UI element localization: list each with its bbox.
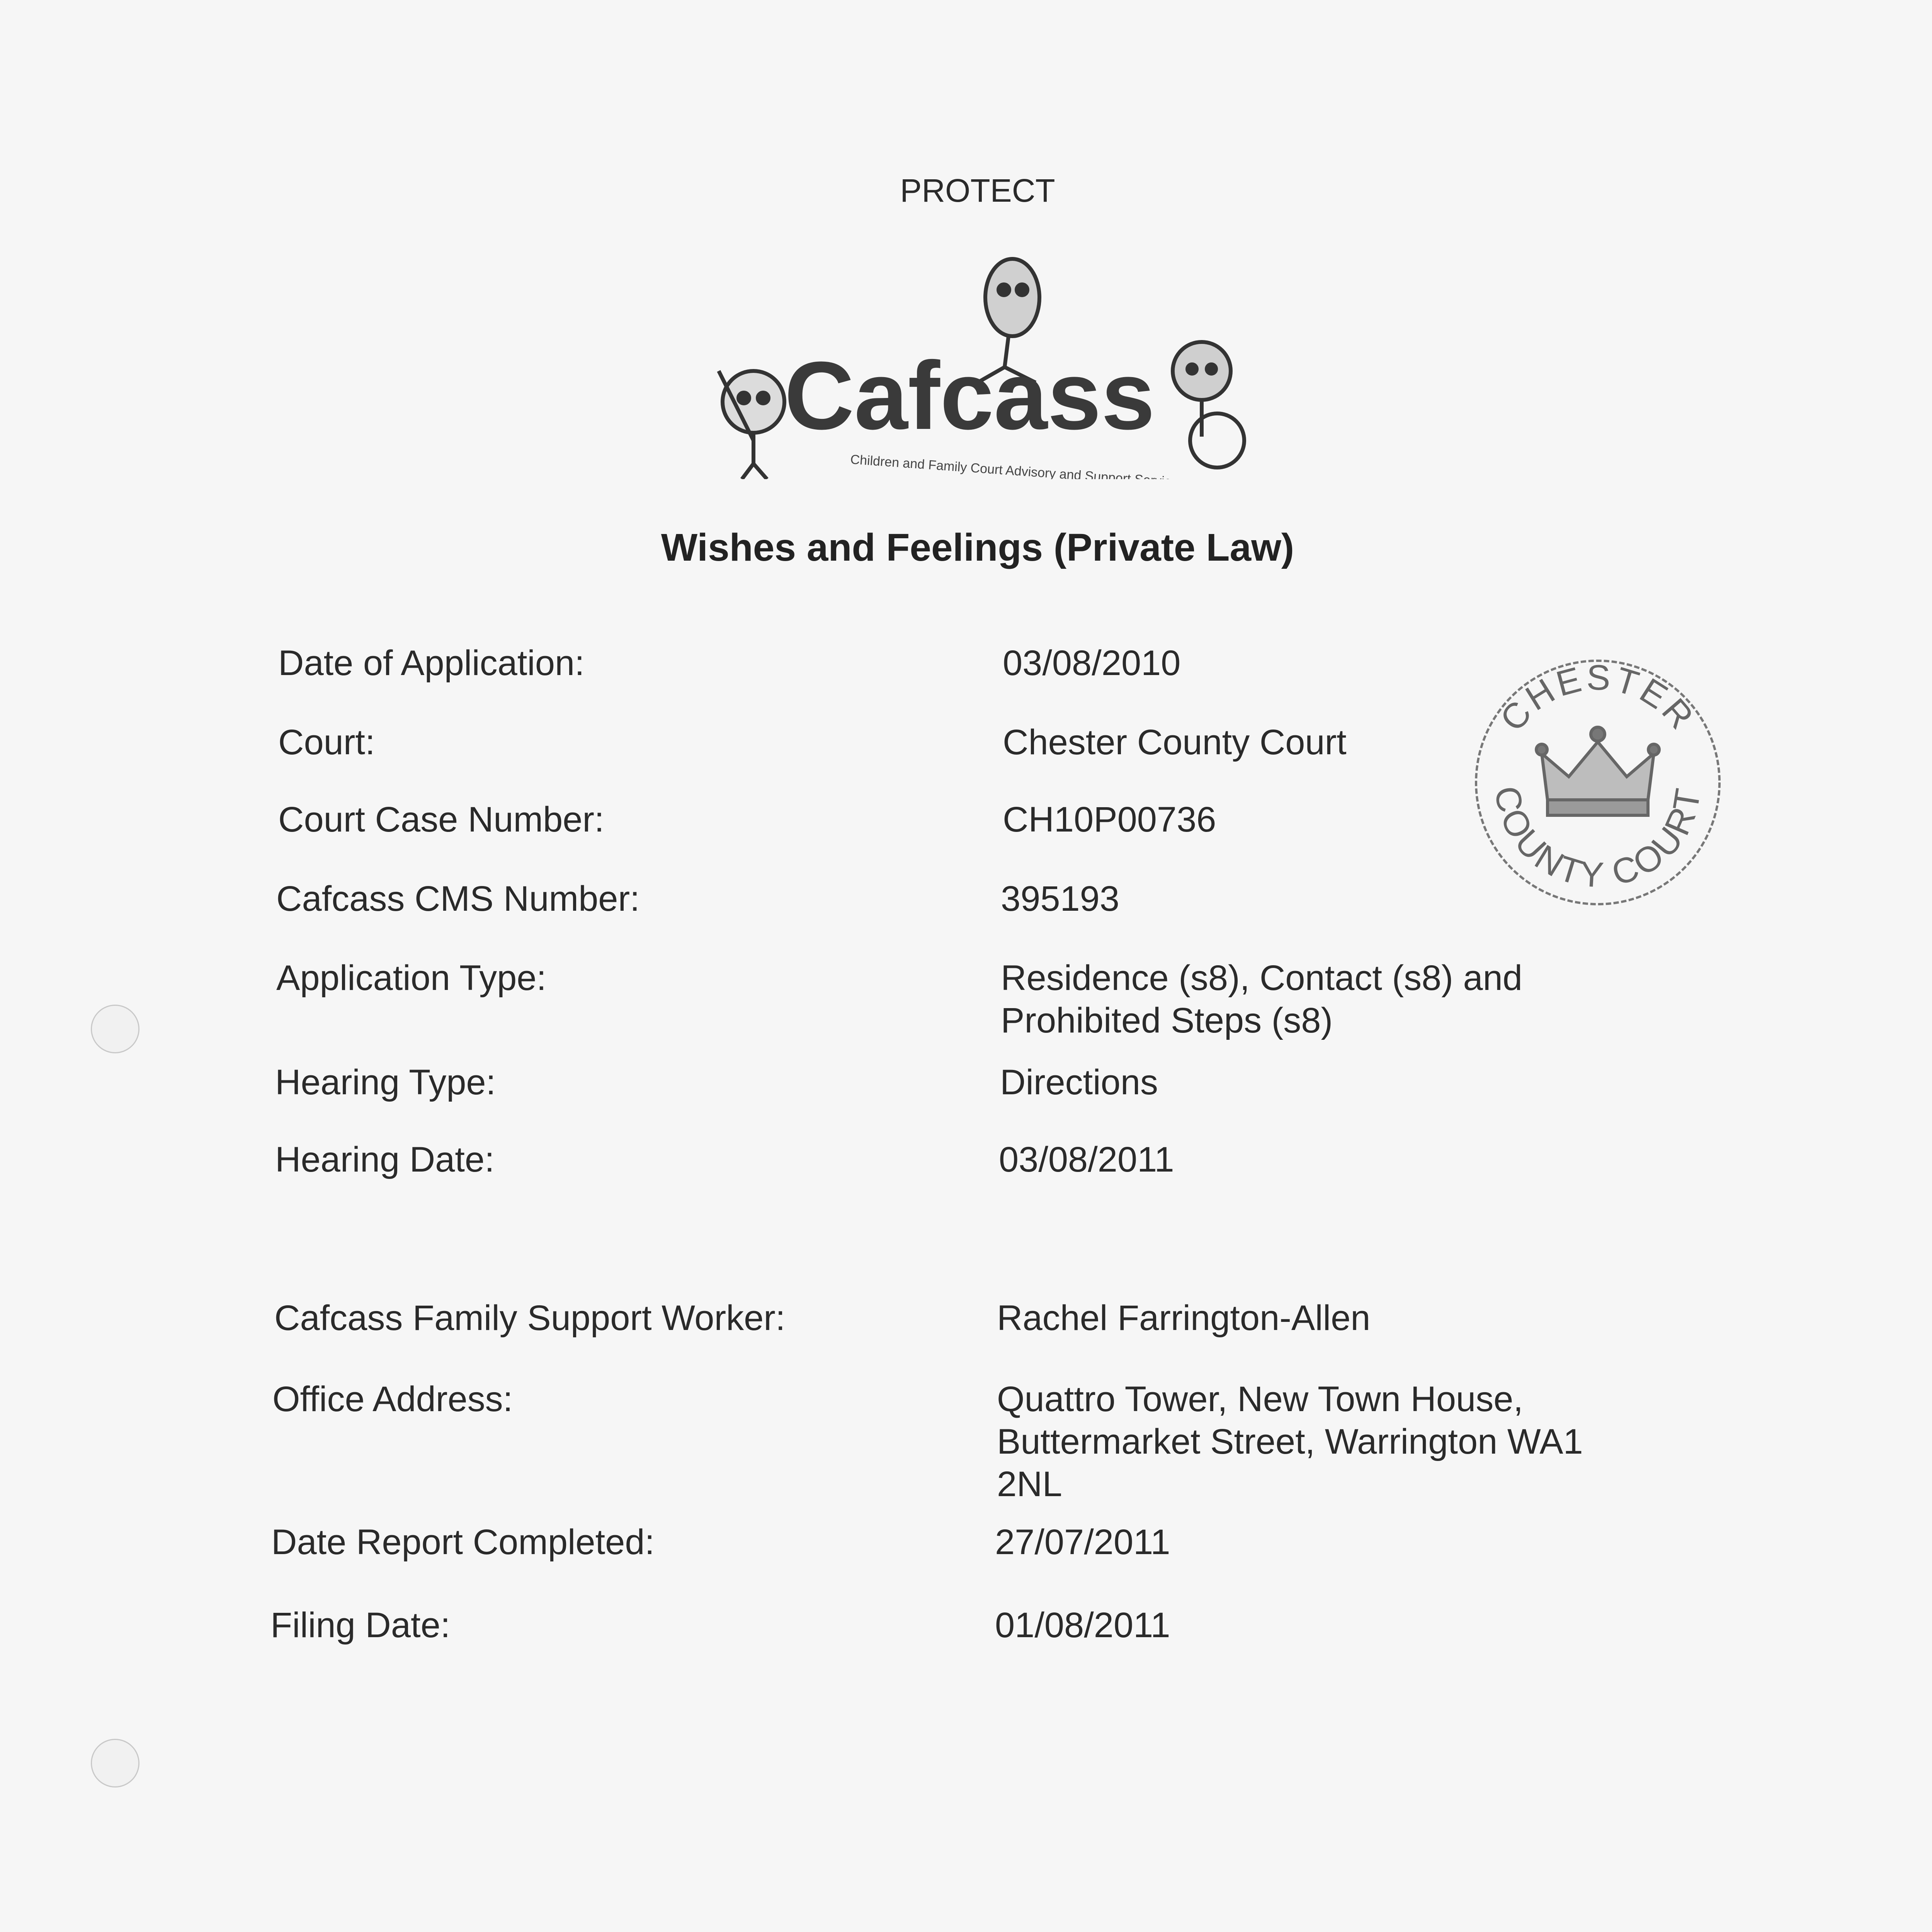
label-court: Court: xyxy=(278,723,375,762)
label-application-type: Application Type: xyxy=(276,958,546,998)
punch-hole-top xyxy=(91,1005,139,1053)
label-office-address: Office Address: xyxy=(272,1379,513,1419)
document-title: Wishes and Feelings (Private Law) xyxy=(661,526,1294,569)
value-family-support-worker: Rachel Farrington-Allen xyxy=(997,1298,1371,1338)
value-office-address-line1: Quattro Tower, New Town House, xyxy=(997,1379,1523,1419)
stamp-top-text: CHESTER xyxy=(1492,658,1703,739)
punch-hole-bottom xyxy=(91,1739,139,1787)
value-office-address-line2: Buttermarket Street, Warrington WA1 xyxy=(997,1422,1583,1461)
value-hearing-type: Directions xyxy=(1000,1063,1158,1102)
value-cms-number: 395193 xyxy=(1001,879,1119,918)
value-application-type-line1: Residence (s8), Contact (s8) and xyxy=(1001,958,1522,998)
label-cms-number: Cafcass CMS Number: xyxy=(276,879,640,918)
label-filing-date: Filing Date: xyxy=(270,1605,451,1645)
value-office-address-line3: 2NL xyxy=(997,1464,1062,1504)
logo-figure-left xyxy=(719,371,784,479)
cafcass-logo xyxy=(676,255,1279,479)
stamp-bottom-text: COUNTY COURT xyxy=(1487,783,1709,895)
logo-wordmark: Cafcass xyxy=(784,342,1155,449)
label-date-of-application: Date of Application: xyxy=(278,643,585,683)
label-date-report-completed: Date Report Completed: xyxy=(271,1522,655,1562)
value-application-type-line2: Prohibited Steps (s8) xyxy=(1001,1001,1333,1040)
court-stamp xyxy=(1468,657,1727,908)
value-hearing-date: 03/08/2011 xyxy=(999,1140,1174,1179)
value-court-case-number: CH10P00736 xyxy=(1003,800,1216,839)
value-date-of-application: 03/08/2010 xyxy=(1003,643,1181,683)
logo-tagline: Children and Family Court Advisory and Support Service xyxy=(850,452,1179,479)
value-court: Chester County Court xyxy=(1003,723,1347,762)
label-family-support-worker: Cafcass Family Support Worker: xyxy=(274,1298,786,1338)
label-hearing-type: Hearing Type: xyxy=(275,1063,496,1102)
label-court-case-number: Court Case Number: xyxy=(278,800,604,839)
value-date-report-completed: 27/07/2011 xyxy=(995,1522,1170,1562)
logo-figure-right xyxy=(1173,342,1244,468)
crown-icon xyxy=(1536,727,1659,815)
value-filing-date: 01/08/2011 xyxy=(995,1605,1170,1645)
protective-marking: PROTECT xyxy=(900,172,1055,209)
label-hearing-date: Hearing Date: xyxy=(275,1140,495,1179)
